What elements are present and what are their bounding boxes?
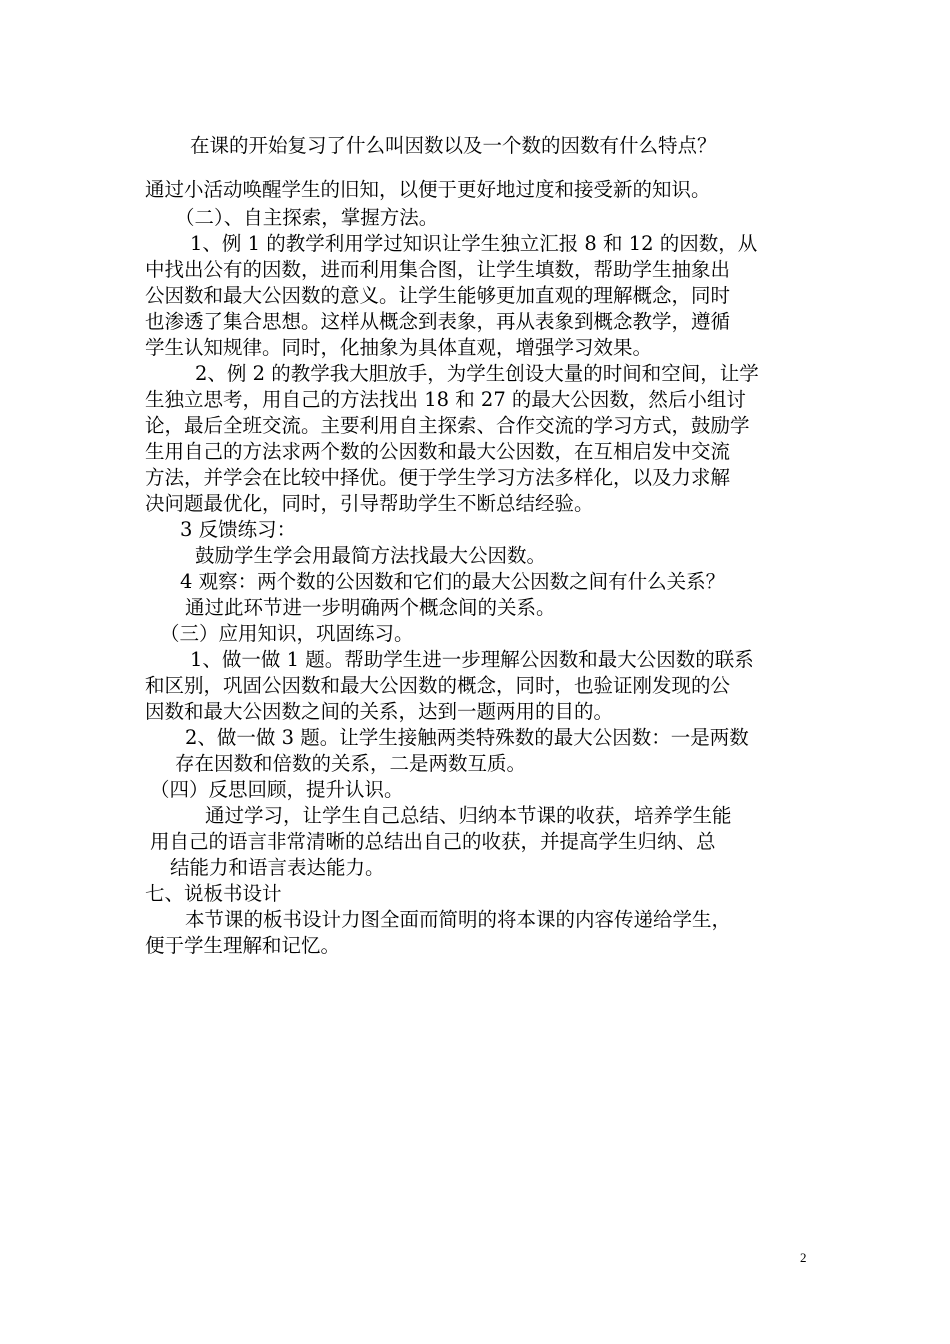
paragraph-line: 也渗透了集合思想。这样从概念到表象，再从表象到概念教学，遵循 xyxy=(145,310,731,333)
paragraph-line: 用自己的语言非常清晰的总结出自己的收获，并提高学生归纳、总 xyxy=(150,830,716,853)
paragraph-line: 在课的开始复习了什么叫因数以及一个数的因数有什么特点？ xyxy=(190,134,717,157)
paragraph-line: 存在因数和倍数的关系，二是两数互质。 xyxy=(175,752,527,775)
paragraph-line: 学生认知规律。同时，化抽象为具体直观，增强学习效果。 xyxy=(145,336,653,359)
section-heading: （四）反思回顾，提升认识。 xyxy=(150,778,404,801)
paragraph-line: 因数和最大公因数之间的关系，达到一题两用的目的。 xyxy=(145,700,614,723)
paragraph-line: 生独立思考，用自己的方法找出 18 和 27 的最大公因数，然后小组讨 xyxy=(145,388,746,411)
paragraph-line: 决问题最优化，同时，引导帮助学生不断总结经验。 xyxy=(145,492,594,515)
paragraph-line: 2、做一做 3 题。让学生接触两类特殊数的最大公因数：一是两数 xyxy=(185,726,749,749)
paragraph-line: 通过此环节进一步明确两个概念间的关系。 xyxy=(185,596,556,619)
paragraph-line: 结能力和语言表达能力。 xyxy=(170,856,385,879)
paragraph-line: 2、例 2 的教学我大胆放手，为学生创设大量的时间和空间，让学 xyxy=(195,362,759,385)
paragraph-line: 通过学习，让学生自己总结、归纳本节课的收获，培养学生能 xyxy=(205,804,732,827)
paragraph-line: 通过小活动唤醒学生的旧知，以便于更好地过度和接受新的知识。 xyxy=(145,178,711,201)
paragraph-line: 中找出公有的因数，进而利用集合图，让学生填数，帮助学生抽象出 xyxy=(145,258,731,281)
paragraph-line: 1、做一做 1 题。帮助学生进一步理解公因数和最大公因数的联系 xyxy=(190,648,754,671)
paragraph-line: 论，最后全班交流。主要利用自主探索、合作交流的学习方式，鼓励学 xyxy=(145,414,750,437)
paragraph-line: 1、例 1 的教学利用学过知识让学生独立汇报 8 和 12 的因数，从 xyxy=(190,232,758,255)
paragraph-line: 便于学生理解和记忆。 xyxy=(145,934,341,957)
paragraph-line: 方法，并学会在比较中择优。便于学生学习方法多样化，以及力求解 xyxy=(145,466,731,489)
paragraph-line: 生用自己的方法求两个数的公因数和最大公因数，在互相启发中交流 xyxy=(145,440,731,463)
page-number: 2 xyxy=(800,1250,807,1265)
section-heading: 七、说板书设计 xyxy=(145,882,282,905)
section-heading: 4 观察：两个数的公因数和它们的最大公因数之间有什么关系？ xyxy=(180,570,726,593)
paragraph-line: 鼓励学生学会用最简方法找最大公因数。 xyxy=(195,544,547,567)
section-heading: （三）应用知识，巩固练习。 xyxy=(160,622,414,645)
section-heading: （二）、自主探索，掌握方法。 xyxy=(175,206,439,229)
paragraph-line: 和区别，巩固公因数和最大公因数的概念，同时，也验证刚发现的公 xyxy=(145,674,731,697)
paragraph-line: 本节课的板书设计力图全面而简明的将本课的内容传递给学生， xyxy=(185,908,732,931)
paragraph-line: 公因数和最大公因数的意义。让学生能够更加直观的理解概念，同时 xyxy=(145,284,731,307)
section-heading: 3 反馈练习： xyxy=(180,518,297,541)
